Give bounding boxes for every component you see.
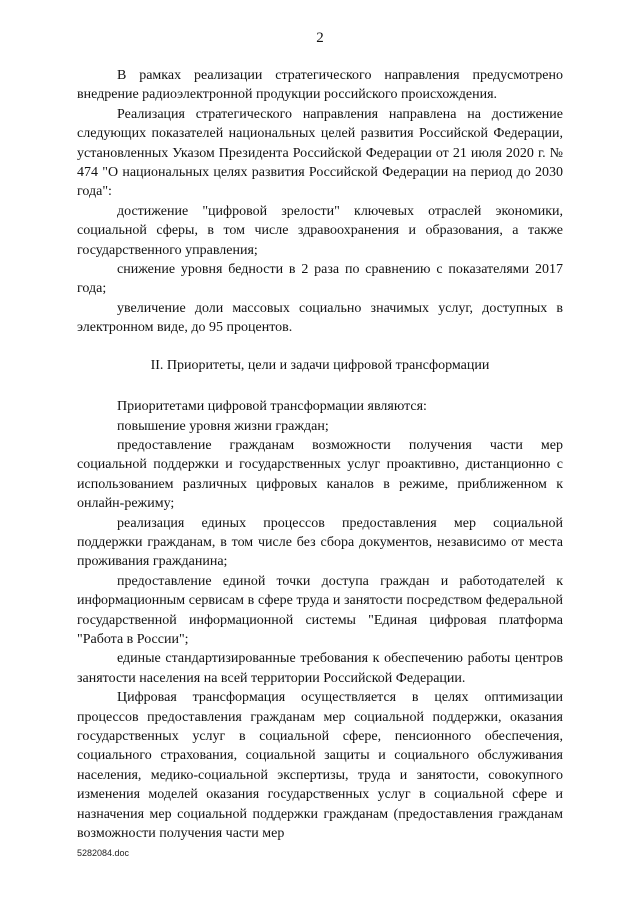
paragraph: В рамках реализации стратегического направления предусмотрено внедрение радиоэлектронной продукции российского происхождения. — [77, 68, 563, 103]
paragraph: Цифровая трансформация осуществляется в целях оптимизации процессов предоставления гражданам мер социальной поддержки, оказания государственных услуг в социальной сфере, пенсионного обеспечения, социального страхования, социальной защиты и социального обслуживания населения, медико-социальной экспертизы, труда и занятости, совокупного изменения моделей оказания государственных услуг в социальной сфере и назначения мер социальной поддержки гражданам (предоставления гражданам возможности получения части мер — [77, 690, 563, 842]
paragraph: предоставление единой точки доступа граждан и работодателей к информационным сервисам в сфере труда и занятости посредством федеральной государственной информационной системы "Единая цифровая платформа "Работа в России"; — [77, 573, 563, 647]
document-body — [77, 66, 563, 843]
paragraph: повышение уровня жизни граждан; — [117, 418, 329, 434]
paragraph: Реализация стратегического направления направлена на достижение следующих показателей национальных целей развития Российской Федерации, установленных Указом Президента Российской Федерации от 21 июля 2020 г. № 474 "О национальных целях развития Российской Федерации на период до 2030 года": — [77, 106, 563, 200]
paragraph: достижение "цифровой зрелости" ключевых отраслей экономики, социальной сферы, в том числе здравоохранения и образования, а также государственного управления; — [77, 203, 563, 258]
paragraph: снижение уровня бедности в 2 раза по сравнению с показателями 2017 года; — [77, 262, 563, 297]
paragraph: единые стандартизированные требования к обеспечению работы центров занятости населения на всей территории Российской Федерации. — [77, 651, 563, 686]
page-number: 2 — [316, 30, 324, 46]
document-file-code: 5282084.doc — [77, 848, 130, 858]
paragraph: Приоритетами цифровой трансформации являются: — [117, 399, 427, 415]
paragraph: реализация единых процессов предоставления мер социальной поддержки гражданам, в том числе без сбора документов, независимо от места проживания гражданина; — [77, 515, 563, 570]
section-heading: II. Приоритеты, цели и задачи цифровой трансформации — [150, 357, 490, 373]
paragraph: предоставление гражданам возможности получения части мер социальной поддержки и государственных услуг проактивно, дистанционно с использованием различных цифровых каналов в режиме, приближенном к онлайн-режиму; — [77, 437, 563, 512]
paragraph: увеличение доли массовых социально значимых услуг, доступных в электронном виде, до 95 процентов. — [77, 300, 563, 336]
